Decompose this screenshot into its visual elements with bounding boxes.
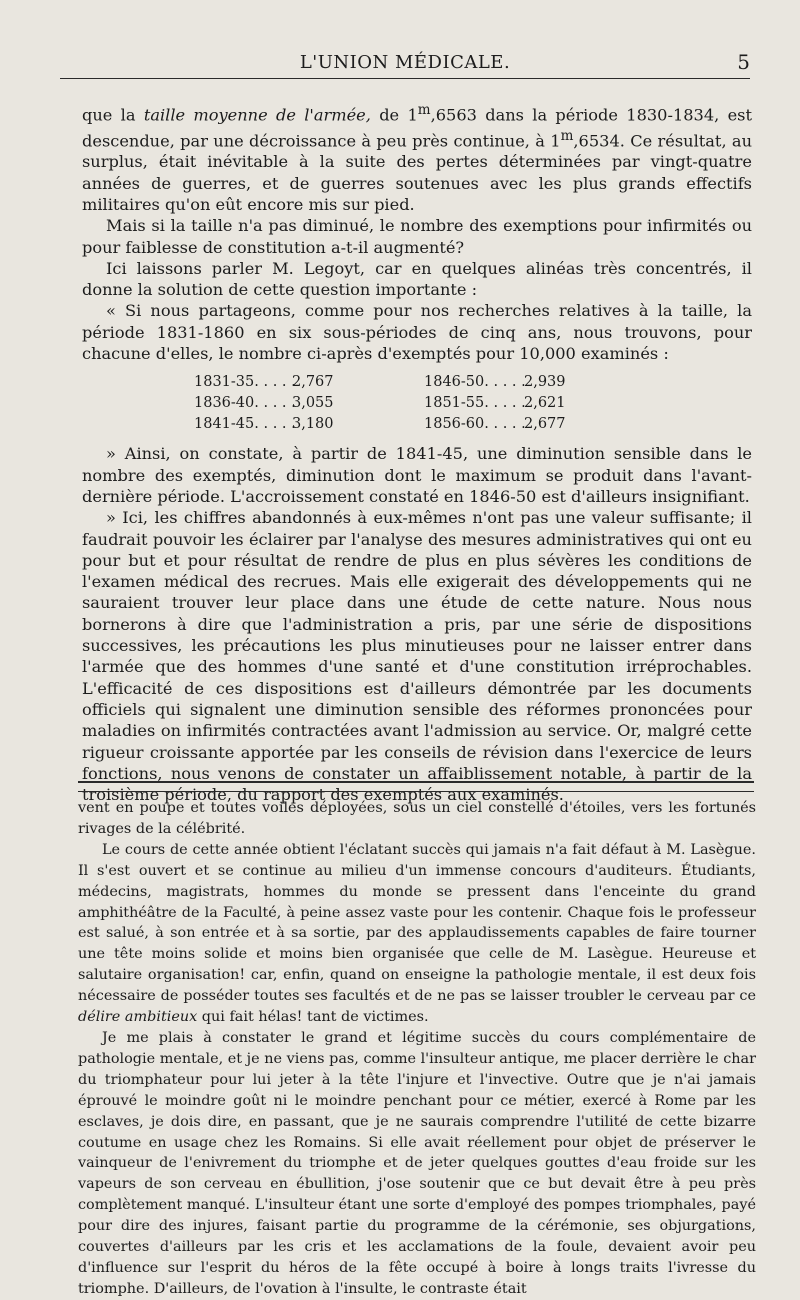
journal-title: L'UNION MÉDICALE. <box>299 52 511 73</box>
period-cell: 1841-45. . . . . <box>194 416 296 433</box>
running-head <box>60 48 750 79</box>
period-cell: 1846-50. . . . . <box>424 374 526 391</box>
paragraph-diminution: » Ainsi, on constate, à partir de 1841-45, une diminution sensible dans le nombre des exemptés, diminution dont le maximum se produit dans l'avant-dernière période. L'accroissement constaté en 1846-50 est d'ailleurs insignifiant. <box>82 444 752 506</box>
paragraph-vent-en-poupe: vent en poupe et toutes voiles déployées, sous un ciel constellé d'étoiles, vers les fortunés rivages de la célébrité. <box>78 800 756 837</box>
value-cell: 2,677 <box>524 416 566 433</box>
paragraph-taille: que la taille moyenne de l'armée, de 1$^m$,6563 dans la période 1830-1834, est descendue, par une décroissance à peu près continue, à 1$^m$,6534. Ce résultat, au surplus, était inévitable à la suite des pertes déterminées par vingt-quatre années de guerres, et de guerres soutenues avec les plus grands effectifs militaires qu'on eût encore mis sur pied. <box>82 102 753 214</box>
paragraph-legoyt: Ici laissons parler M. Legoyt, car en quelques alinéas très concentrés, il donne la solution de cette question importante : <box>82 258 752 300</box>
paragraph-quote-intro: « Si nous partageons, comme pour nos recherches relatives à la taille, la période 1831-1860 en six sous-périodes de cinq ans, nous trouvons, pour chacune d'elles, le nombre ci-après d'exemptés pour 10,000 examinés : <box>82 301 752 364</box>
paragraph-insulteur: Je me plais à constater le grand et légitime succès du cours complémentaire de pathologie mentale, et je ne viens pas, comme l'insulteur antique, me placer derrière le char du triomphateur pour lui jeter à la tête l'injure et l'invective. Outre que je n'ai jamais éprouvé le moindre goût ni le moindre penchant pour ce métier, exercé à Rome par les esclaves, je dois dire, en passant, que je ne saurais comprendre l'utilité de cette bizarre coutume en usage chez les Romains. Si elle avait réellement pour objet de préserver le vainqueur de l'enivrement du triomphe et de jeter quelques gouttes d'eau froide sur les vapeurs de son cerveau en ébullition, j'ose soutenir que ce but devait être à peu près complètement manqué. L'insulteur étant une sorte d'employé des pompes triomphales, payé pour dire des injures, faisant partie du programme de la cérémonie, ses objurgations, couvertes d'ailleurs par les cris et les acclamations de la foule, devaient avoir peu d'influence sur l'esprit du héros de la fête occupé à boire à longs traits l'ivresse du triomphe. D'ailleurs, de l'ovation à l'insulte, le contraste était <box>78 1029 756 1297</box>
feuilleton-divider <box>78 781 754 792</box>
period-cell: 1856-60. . . . . <box>424 416 526 433</box>
paragraph-cours-lasegue: Le cours de cette année obtient l'éclatant succès qui jamais n'a fait défaut à M. Lasègue. Il s'est ouvert et se continue au milieu d'un immense concours d'auditeurs. Étudiants, médecins, magistrats, hommes du monde se pressent dans l'enceinte du grand amphithéâtre de la Faculté, à peine assez vaste pour les contenir. Chaque fois le professeur est salué, à son entrée et à sa sortie, par des applaudissements capables de faire tourner une tête moins solide et moins bien organisée que celle de M. Lasègue. Heureuse et salutaire organisation! car, enfin, quand on enseigne la pathologie mentale, il est deux fois nécessaire de posséder toutes ses facultés et de ne pas se laisser troubler le cerveau par ce délire ambitieux qui fait hélas! tant de victimes. <box>78 841 756 1026</box>
feuilleton-column <box>78 798 756 1300</box>
page-number: 5 <box>737 50 750 74</box>
value-cell: 3,180 <box>292 416 334 433</box>
paragraph-exemptions-question: Mais si la taille n'a pas diminué, le nombre des exemptions pour infirmités ou pour faiblesse de constitution a-t-il augmenté? <box>82 216 752 257</box>
italic-phrase: délire ambitieux <box>78 1009 198 1026</box>
value-cell: 3,055 <box>292 395 334 412</box>
period-cell: 1831-35. . . . . <box>194 374 296 391</box>
period-cell: 1836-40. . . . . <box>194 395 296 412</box>
paragraph-chiffres: » Ici, les chiffres abandonnés à eux-mêmes n'ont pas une valeur suffisante; il faudrait pouvoir les éclairer par l'analyse des mesures administratives qui ont eu pour but et pour résultat de rendre de plus en plus sévères les conditions de l'examen médical des recrues. Mais elle exigerait des développements qui ne sauraient trouver leur place dans une étude de cette nature. Nous nous bornerons à dire que l'administration a pris, par une série de dispositions successives, les précautions les plus minutieuses pour ne laisser entrer dans l'armée que des hommes d'une santé et d'une constitution irréprochables. L'efficacité de ces dispositions est d'ailleurs démontrée par les documents officiels qui signalent une diminution sensible des réformes prononcées pour maladies on infirmités contractées avant l'admission au service. Or, malgré cette rigueur croissante apportée par les conseils de révision dans l'exercice de leurs fonctions, nous venons de constater un affaiblissement notable, à partir de la troisième période, du rapport des exemptés aux examinés. <box>82 508 752 805</box>
value-cell: 2,939 <box>524 374 566 391</box>
value-cell: 2,767 <box>292 374 334 391</box>
italic-phrase: taille moyenne de l'armée, <box>143 105 371 125</box>
period-cell: 1851-55. . . . . <box>424 395 526 412</box>
exemptions-table <box>194 372 752 435</box>
main-article-column <box>82 100 752 805</box>
value-cell: 2,621 <box>524 395 566 412</box>
